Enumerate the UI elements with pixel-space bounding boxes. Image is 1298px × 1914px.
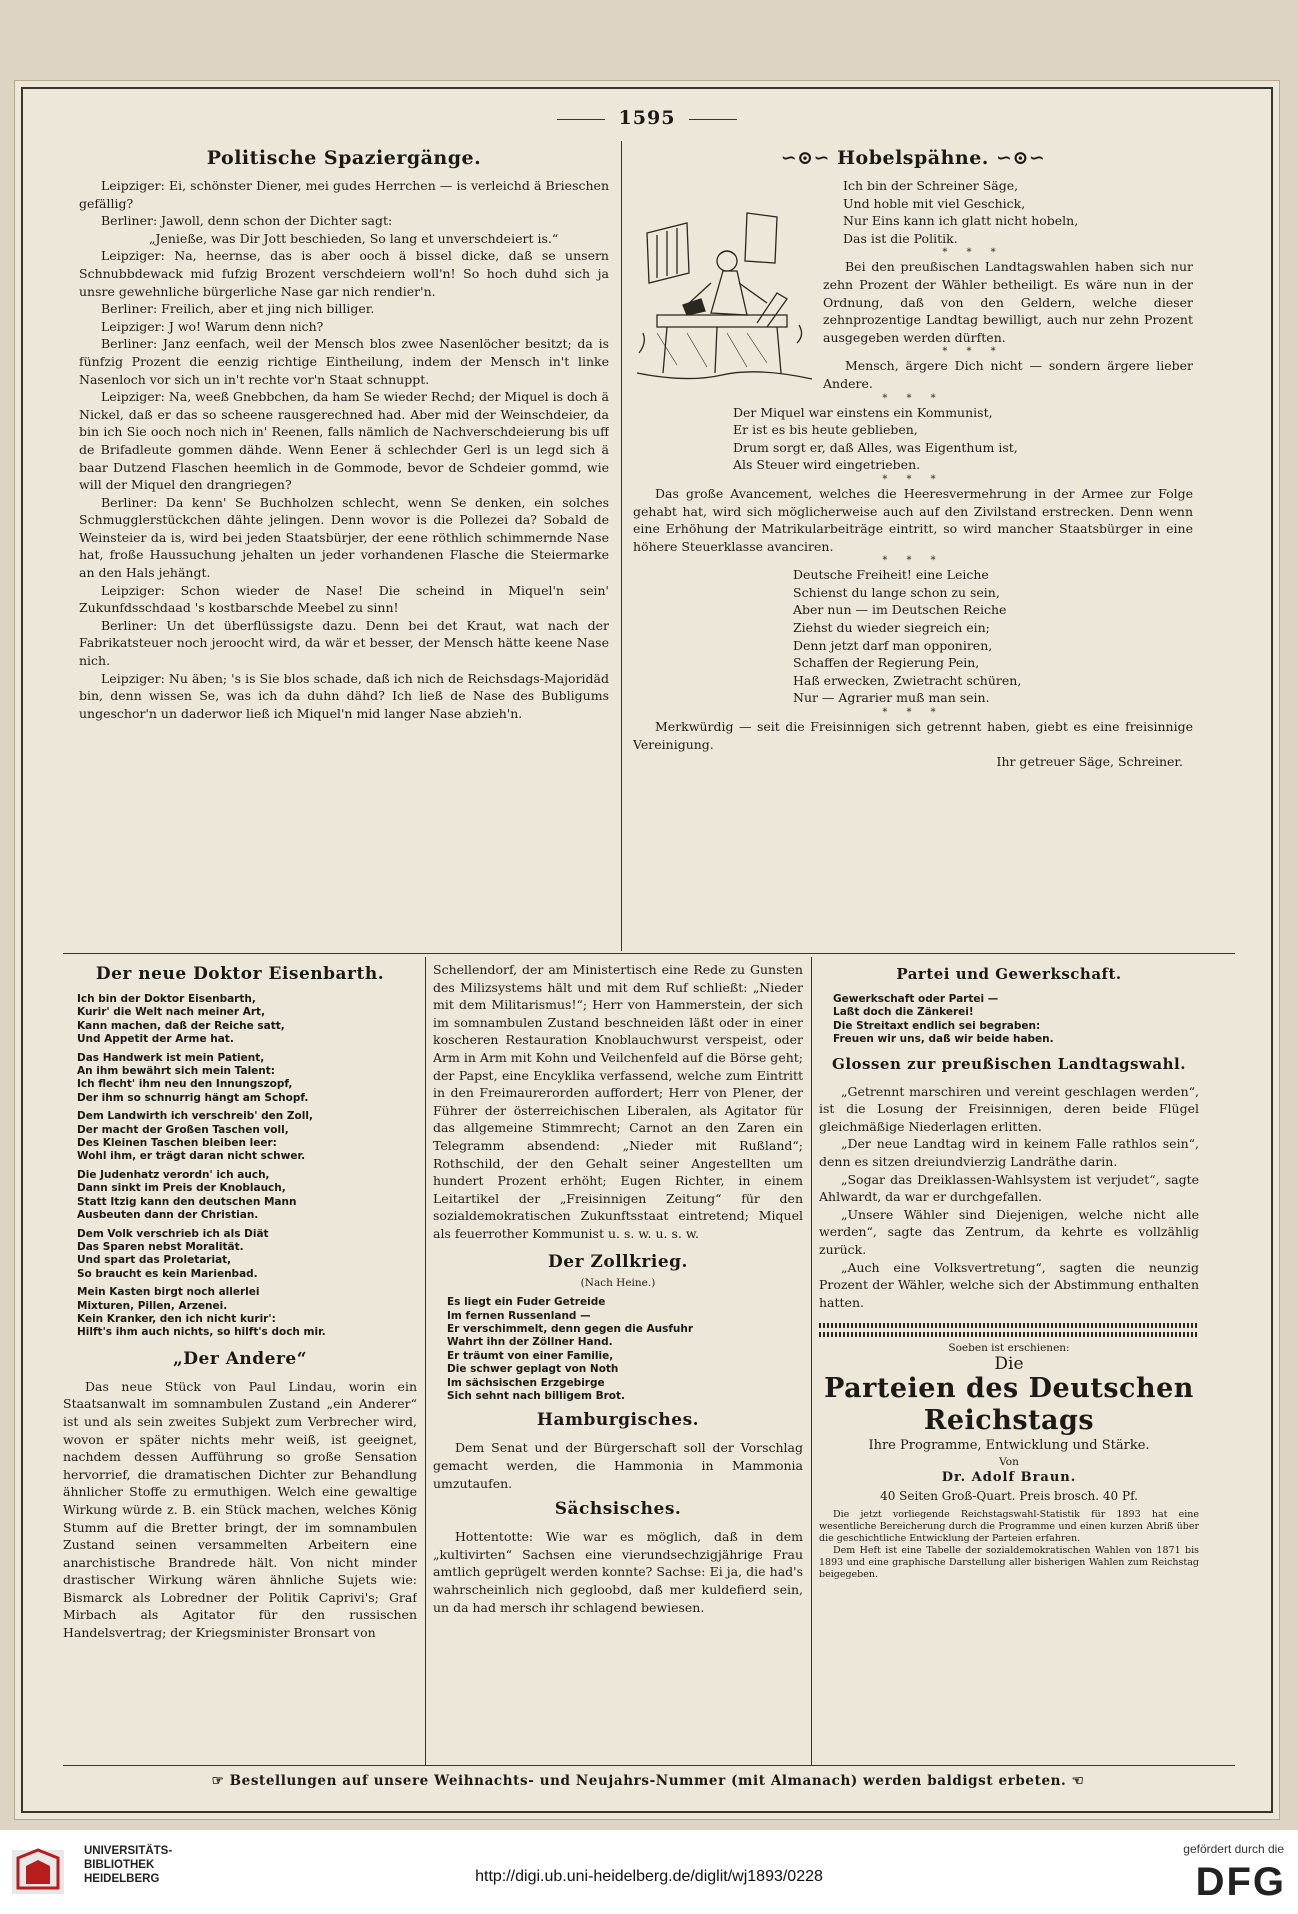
poem-line: Hilft's ihm auch nichts, so hilft's doch mir. xyxy=(77,1326,326,1339)
dialogue-paragraph: „Jenieße, was Dir Jott beschieden, So lang et unverschdeiert is.“ xyxy=(149,230,559,246)
glossen-title: Glossen zur preußischen Landtagswahl. xyxy=(832,1054,1186,1073)
poem-line: Mein Kasten birgt noch allerlei xyxy=(77,1286,260,1299)
partei-title: Partei und Gewerkschaft. xyxy=(896,965,1122,983)
andere-title: „Der Andere“ xyxy=(172,1348,307,1369)
carpenter-illustration xyxy=(627,203,817,395)
ad-book-title: Parteien des Deutschen Reichstags xyxy=(824,1373,1194,1437)
poem-line: Der macht der Großen Taschen voll, xyxy=(77,1123,289,1136)
eisenbarth-poem xyxy=(63,993,417,1340)
verse-line: Ich bin der Schreiner Säge, xyxy=(843,178,1019,193)
pointing-hand-icon: ☞ xyxy=(211,1773,230,1789)
dialogue-paragraph: Leipziger: J wo! Warum denn nich? xyxy=(101,318,324,334)
verse-line: Das ist die Politik. xyxy=(843,230,958,246)
horizontal-divider xyxy=(63,953,1235,954)
poem-line: An ihm bewährt sich mein Talent: xyxy=(77,1065,275,1078)
verse-line: Denn jetzt darf man opponiren, xyxy=(793,637,993,653)
glossen-paragraph: „Unsere Wähler sind Diejenigen, welche nicht alle werden“, sagte das Zentrum, da kehrte es vollzählig zurück. xyxy=(819,1206,1199,1257)
separator-stars: * * * xyxy=(942,346,1004,358)
library-name-line: HEIDELBERG xyxy=(84,1873,160,1885)
poem-line: Im sächsischen Erzgebirge xyxy=(447,1376,605,1389)
spaziergaenge-body xyxy=(79,177,609,722)
dialogue-paragraph: Berliner: Jawoll, denn schon der Dichter sagt: xyxy=(101,213,393,229)
hobelspaehne-p3: Das große Avancement, welches die Heeresvermehrung in der Armee zur Folge gehabt hat, wird sich möglicherweise auch auf den Zivilstand erstrecken. Denn wenn eine Erhöhung der Matrikularbeiträge eintritt, so wird mancher Staatsbürger in eine höhere Steuerklasse avanciren. xyxy=(633,485,1193,554)
zollkrieg-poem xyxy=(433,1296,803,1403)
hamburgisches-title: Hamburgisches. xyxy=(536,1410,700,1431)
hobelspaehne-p2: Mensch, ärgere Dich nicht — sondern ärgere lieber Andere. xyxy=(823,358,1193,391)
verse-line: Schaffen der Regierung Pein, xyxy=(793,655,980,671)
poem-line: Dann sinkt im Preis der Knoblauch, xyxy=(77,1182,286,1195)
poem-line: Er verschimmelt, denn gegen die Ausfuhr xyxy=(447,1322,694,1335)
poem-stanza xyxy=(77,1052,417,1106)
verse-line: Und hoble mit viel Geschick, xyxy=(843,195,1026,211)
verse-line: Aber nun — im Deutschen Reiche xyxy=(793,602,1007,618)
separator-stars: * * * xyxy=(882,392,944,404)
hobelspaehne-p1: Bei den preußischen Landtagswahlen haben sich nur zehn Prozent der Wähler betheiligt. Es wäre nun in der Ordnung, daß von den Geldern, welche dieser zehnprozentige Landtag bewilligt, auch nur zehn Prozent ausgegeben werden dürften. xyxy=(823,259,1193,345)
verse-line: Er ist es bis heute geblieben, xyxy=(733,422,918,438)
newspaper-page xyxy=(14,80,1280,1820)
poem-line: Die Streitaxt endlich sei begraben: xyxy=(833,1019,1041,1032)
library-name-line: BIBLIOTHEK xyxy=(84,1859,155,1871)
verse-line: Ziehst du wieder siegreich ein; xyxy=(793,620,990,636)
ornamental-rule xyxy=(819,1332,1199,1337)
hamburgisches-text: Dem Senat und der Bürgerschaft soll der Vorschlag gemacht werden, die Hammonia in Mammonia umzutaufen. xyxy=(433,1440,803,1491)
ad-die: Die xyxy=(994,1354,1024,1375)
zollkrieg-title: Der Zollkrieg. xyxy=(548,1251,688,1272)
horizontal-divider xyxy=(63,1765,1235,1766)
glossen-paragraph: „Auch eine Volksvertretung“, sagten die neunzig Prozent der Wähler, welche sich der Abstimmung enthalten hatten. xyxy=(819,1259,1199,1310)
poem-line: Sich sehnt nach billigem Brot. xyxy=(447,1389,625,1402)
poem-line: Mixturen, Pillen, Arzenei. xyxy=(77,1299,228,1312)
poem-line: Die schwer geplagt von Noth xyxy=(447,1363,619,1376)
verse-line: Drum sorgt er, daß Alles, was Eigenthum ist, xyxy=(733,439,1018,455)
verse-line: Nur Eins kann ich glatt nicht hobeln, xyxy=(843,213,1079,229)
poem-line: Er träumt von einer Familie, xyxy=(447,1349,614,1362)
poem-line: Laßt doch die Zänkerei! xyxy=(833,1006,974,1019)
poem-line: Ich bin der Doktor Eisenbarth, xyxy=(77,993,256,1005)
column-divider xyxy=(621,141,622,951)
hobelspaehne-verse2 xyxy=(633,404,1193,474)
saechsisches-text: Hottentotte: Wie war es möglich, daß in dem „kultivirten“ Sachsen eine vierundsechzigjährige Frau amtlich geprügelt werden konnte? Sachse: Ei ja, die had's wahrscheinlich nich gegloobd, daß mer kuldefierd sein, un da had mersch ihr schlagend bewiesen. xyxy=(433,1529,803,1615)
spaziergaenge-title: Politische Spaziergänge. xyxy=(206,147,482,169)
right-column xyxy=(819,961,1199,1761)
poem-line: Des Kleinen Taschen bleiben leer: xyxy=(77,1137,277,1150)
partei-poem xyxy=(819,993,1199,1047)
separator-stars: * * * xyxy=(882,555,944,567)
saechsisches-title: Sächsisches. xyxy=(554,1499,682,1520)
poem-line: Es liegt ein Fuder Getreide xyxy=(447,1296,606,1309)
dfg-logo[interactable]: DFG xyxy=(1195,1860,1286,1904)
ad-author: Dr. Adolf Braun. xyxy=(941,1470,1077,1486)
poem-line: Im fernen Russenland — xyxy=(447,1309,591,1322)
library-name-line: UNIVERSITÄTS- xyxy=(84,1845,173,1857)
verse-line: Als Steuer wird eingetrieben. xyxy=(733,457,921,473)
ad-announcement: Soeben ist erschienen: xyxy=(948,1342,1070,1355)
poem-line: Gewerkschaft oder Partei — xyxy=(833,993,999,1005)
poem-line: Der ihm so schnurrig hängt am Schopf. xyxy=(77,1091,309,1104)
verse-line: Der Miquel war einstens ein Kommunist, xyxy=(733,404,993,420)
middle-column xyxy=(433,961,803,1761)
separator-stars: * * * xyxy=(882,473,944,485)
poem-line: Kurir' die Welt nach meiner Art, xyxy=(77,1006,266,1019)
poem-line: Kann machen, daß der Reiche satt, xyxy=(77,1019,285,1032)
dialogue-paragraph: Leipziger: Na, weeß Gnebbchen, da ham Se wieder Rechd; der Miquel is doch ä Nickel, daß er das so scheene rausgerechned had. Aber mid der Weinschdeier, da bin ich Sie ooch noch nich in' Reenen, falls nämlich de Nachverschdeierung bis uff de Brifadleute gommen dähde. Wenn Eener ä schlechder Gerl is un legd sich ä baar Dutzend Flaschen heemlich in de Gommode, bevor de Schdeier gommd, wie will der Miquel den drangriegen? xyxy=(79,389,609,493)
hobelspaehne-p4: Merkwürdig — seit die Freisinnigen sich getrennt haben, giebt es eine freisinnige Vereinigung. xyxy=(633,719,1193,752)
glossen-paragraph: „Der neue Landtag wird in keinem Falle rathlos sein“, denn es sitzen dreiundvierzig Landräthe darin. xyxy=(819,1136,1199,1169)
page-number: 1595 xyxy=(15,107,1279,129)
order-banner: ☞ Bestellungen auf unsere Weihnachts- und Neujahrs-Nummer (mit Almanach) werden baldigst erbeten. ☜ xyxy=(211,1773,1085,1789)
poem-stanza xyxy=(77,1228,417,1282)
hobelspaehne-title: ∽⊙∽ Hobelspähne. ∽⊙∽ xyxy=(780,147,1046,169)
ornamental-rule xyxy=(819,1323,1199,1328)
dialogue-paragraph: Leipziger: Na, heernse, das is aber ooch ä bissel dicke, daß se unsern Schnubbdewack mid fufzig Brozent verschdeiern woll'n! So hoch duhd sich ja unsre gewehnliche bürgerliche Nase gar nich rendier'n. xyxy=(79,248,609,299)
ornament-right-icon: ∽⊙∽ xyxy=(988,147,1046,169)
poem-line: So braucht es kein Marienbad. xyxy=(77,1267,258,1280)
eisenbarth-title: Der neue Doktor Eisenbarth. xyxy=(95,964,385,984)
poem-line: Statt Itzig kann den deutschen Mann xyxy=(77,1195,297,1208)
separator-stars: * * * xyxy=(942,247,1004,259)
poem-line: Freuen wir uns, daß wir beide haben. xyxy=(833,1033,1054,1046)
glossen-paragraph: „Getrennt marschiren und vereint geschlagen werden“, ist die Losung der Freisinnigen, deren beide Flügel gleichmäßige Niederlagen erlitten. xyxy=(819,1083,1199,1134)
ad-price: 40 Seiten Groß-Quart. Preis brosch. 40 Pf. xyxy=(880,1488,1138,1503)
poem-line: Das Sparen nebst Moralität. xyxy=(77,1240,244,1253)
poem-stanza xyxy=(77,1110,417,1164)
dialogue-paragraph: Berliner: Da kenn' Se Buchholzen schlecht, wenn Se denken, ein solches Schmugglerstückchen dähte jelingen. Denn wovor is die Pollezei da? Sobald de Weinsteier da is, wird bei jeden Staatsbürjer, der eene röthlich schimmernde Nase hat, froße Haussuchung jehalten un jeder vorhandenen Flasche die Steiermarke an den Hals jehängt. xyxy=(79,494,609,581)
poem-line: Das Handwerk ist mein Patient, xyxy=(77,1051,265,1064)
ad-note-2: Dem Heft ist eine Tabelle der sozialdemokratischen Wahlen von 1871 bis 1893 und eine graphische Darstellung aller bisherigen Wahlen zum Reichstag beigegeben. xyxy=(819,1544,1199,1580)
pointing-hand-icon: ☜ xyxy=(1066,1773,1085,1789)
dialogue-paragraph: Berliner: Janz eenfach, weil der Mensch blos zwee Nasenlöcher besitzt; da is fünfzig Prozent die eenzig richtige Eintheilung, indem der Mensch in't linke Nasenloch vor sich un in't rechte vor'n Staat schnuppt. xyxy=(79,336,609,387)
verse-line: Schienst du lange schon zu sein, xyxy=(793,584,1000,600)
column-divider xyxy=(811,957,812,1765)
poem-line: Die Judenhatz verordn' ich auch, xyxy=(77,1168,270,1181)
dialogue-paragraph: Berliner: Freilich, aber et jing nich billiger. xyxy=(101,301,375,317)
zollkrieg-subtitle: (Nach Heine.) xyxy=(580,1276,656,1289)
verse-line: Nur — Agrarier muß man sein. xyxy=(793,690,990,706)
poem-line: Ausbeuten dann der Christian. xyxy=(77,1209,259,1222)
poem-line: Und Appetit der Arme hat. xyxy=(77,1033,234,1046)
glossen-paragraph: „Sogar das Dreiklassen-Wahlsystem ist verjudet“, sagte Ahlwardt, da war er durchgefallen. xyxy=(819,1171,1199,1205)
andere-text: Das neue Stück von Paul Lindau, worin ein Staatsanwalt im somnambulen Zustand „ein Anderer“ ist und als sein zweites Subjekt zum Verbrecher wird, wovon er später nichts mehr weiß, ist geeignet, nachdem dessen Aufführung so große Sensation hervorrief, die dramatischen Dichter zur Behandlung ähnlicher Stoffe zu ermuthigen. Welch eine gewaltige Wirkung würde z. B. ein Stück machen, welches König Stumm auf die Bretter bringt, der im somnambulen Zustand seinen versammelten Arbeitern eine anarchistische Brandrede hält. Von nicht minder drastischer Wirkung wären ähnliche Sujets wie: Bismarck als Lobredner der Politik Caprivi's; Graf Mirbach als Agitator für den russischen Handelsvertrag; der Kriegsminister Bronsart von xyxy=(63,1378,417,1641)
column-divider xyxy=(425,957,426,1765)
ad-subtitle: Ihre Programme, Entwicklung und Stärke. xyxy=(868,1438,1150,1454)
sponsor-caption: gefördert durch die xyxy=(1183,1842,1284,1856)
hobelspaehne-signature: Ihr getreuer Säge, Schreiner. xyxy=(996,754,1183,770)
hobelspaehne-verse3 xyxy=(633,566,1193,707)
poem-line: Wohl ihm, er trägt daran nicht schwer. xyxy=(77,1150,306,1163)
verse-line: Deutsche Freiheit! eine Leiche xyxy=(793,567,989,583)
verse-line: Haß erwecken, Zwietracht schüren, xyxy=(793,672,1022,688)
ad-note-1: Die jetzt vorliegende Reichstagswahl-Statistik für 1893 hat eine wesentliche Bereicherung durch die Programme und einen kurzen Abriß über die geschichtliche Entwicklung der Parteien erfahren. xyxy=(819,1508,1199,1544)
poem-stanza xyxy=(77,993,417,1047)
poem-line: Dem Landwirth ich verschreib' den Zoll, xyxy=(77,1110,313,1123)
poem-line: Kein Kranker, den ich nicht kurir': xyxy=(77,1312,276,1325)
poem-line: Ich flecht' ihm neu den Innungszopf, xyxy=(77,1078,293,1091)
poem-line: Und spart das Proletariat, xyxy=(77,1254,232,1267)
digitization-footer xyxy=(0,1830,1298,1914)
book-advertisement xyxy=(819,1341,1199,1581)
poem-line: Wahrt ihn der Zöllner Hand. xyxy=(447,1336,613,1349)
poem-stanza xyxy=(77,1169,417,1223)
poem-line: Dem Volk verschrieb ich als Diät xyxy=(77,1227,269,1240)
eisenbarth-column xyxy=(63,961,417,1761)
spaziergaenge-article xyxy=(79,145,609,949)
ad-von: Von xyxy=(999,1456,1019,1469)
separator-stars: * * * xyxy=(882,707,944,719)
dialogue-paragraph: Leipziger: Nu äben; 's is Sie blos schade, daß ich nich de Reichsdags-Majoridäd bin, denn wissen Se, was ich da duhn dähd? Ich ließ de Nase des Bubligums ungeschor'n un daderwor ließ ich Miquel'n mid langer Nase abzieh'n. xyxy=(79,670,609,721)
dialogue-paragraph: Leipziger: Ei, schönster Diener, mei gudes Herrchen — is verleichd ä Brieschen gefällig? xyxy=(79,178,609,211)
permalink[interactable]: http://digi.ub.uni-heidelberg.de/diglit/wj1893/0228 xyxy=(475,1868,823,1885)
poem-stanza xyxy=(77,1286,417,1340)
glossen-body xyxy=(819,1083,1199,1312)
dialogue-paragraph: Leipziger: Schon wieder de Nase! Die scheind in Miquel'n sein' Zukunfdsschdaad 's kostbarschde Meebel zu sinn! xyxy=(79,582,609,616)
dialogue-paragraph: Berliner: Un det überflüssigste dazu. Denn bei det Kraut, wat nach der Fabrikatsteuer noch jeroocht wird, da wär et besser, der Mensch hätte keene Nase nich. xyxy=(79,617,609,669)
ornament-left-icon: ∽⊙∽ xyxy=(780,147,838,169)
mid-continuation: Schellendorf, der am Ministertisch eine Rede zu Gunsten des Milizsystems hält und mit dem Ruf schließt: „Nieder mit dem Militarismus!“; Herr von Hammerstein, der sich im somnambulen Zustand beschneiden läßt oder in einer koscheren Restauration Knoblauchwurst verspeist, oder Arm in Arm mit Kohn und Veilchenfeld auf die Börse geht; der Papst, eine Encyklika verfassend, welche zum Eintritt in den Freimaurerorden auffordert; Herr von Plener, der Führer der österreichischen Liberalen, als Agitator für das allgemeine Stimmrecht; Carnot an den Zaren ein Telegramm absendend: „Nieder mit Rußland“; Rothschild, der den Gehalt seiner Angestellten um hundert Prozent erhöht; Eugen Richter, in einem Leitartikel der „Freisinnigen Zeitung“ für den sozialdemokratischen Zukunftsstaat eintretend; Miquel als feuerrother Kommunist u. s. w. u. s. w. xyxy=(433,962,803,1241)
